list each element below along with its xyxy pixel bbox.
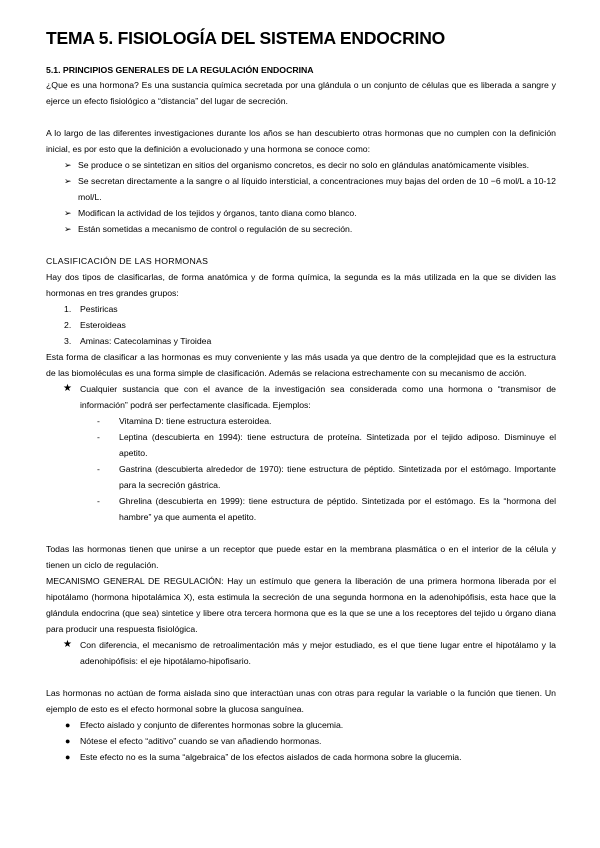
star-list-1 (46, 381, 556, 413)
list-item: - Leptina (descubierta en 1994): tiene estructura de proteína. Sintetizada por el tejido adiposo. Disminuye el apetito. (97, 432, 556, 458)
list-item: ● Efecto aislado y conjunto de diferentes hormonas sobre la glucemia. (46, 717, 556, 733)
document-page (46, 28, 556, 765)
list-item: ➢ Se secretan directamente a la sangre o al líquido intersticial, a concentraciones muy bajas del orden de 10 −6 mol/L a 10-12 mol/L. (46, 173, 556, 205)
list-item: - Gastrina (descubierta alrededor de 1970): tiene estructura de péptido. Sintetizada por el estómago. Importante para la secreción gástrica. (97, 464, 556, 490)
glucose-list (46, 717, 556, 765)
list-item: 3. Aminas: Catecolaminas y Tiroidea (64, 336, 212, 346)
hormone-groups-list (46, 301, 556, 349)
list-item: ● Nótese el efecto “aditivo” cuando se van añadiendo hormonas. (46, 733, 556, 749)
classification-heading: CLASIFICACIÓN DE LAS HORMONAS (46, 256, 209, 266)
list-item: ● Este efecto no es la suma “algebraica” de los efectos aislados de cada hormona sobre la glucemia. (46, 749, 556, 765)
list-item: ★ Cualquier sustancia que con el avance de la investigación sea considerada como una hormona o “transmisor de información” podrá ser perfectamente clasificada. Ejemplos: (63, 383, 556, 410)
dot-bullet-icon: ● (65, 720, 71, 730)
classification-note: Esta forma de clasificar a las hormonas es muy conveniente y las más usada ya que dentro de la complejidad que es la estructura de las biomoléculas es una forma simple de clasificación. Además se relaciona estrechamente con su mecanismo de acción. (46, 352, 556, 378)
star-bullet-icon: ★ (63, 383, 72, 394)
list-item: ➢ Modifican la actividad de los tejidos y órganos, tanto diana como blanco. (46, 205, 556, 221)
interaction-paragraph: Las hormonas no actúan de forma aislada sino que interactúan unas con otras para regular la variable o la función que tienen. Un ejemplo de esto es el efecto hormonal sobre la glucosa sanguínea. (46, 688, 556, 714)
star-bullet-icon: ★ (63, 639, 72, 650)
intro-paragraph: ¿Que es una hormona? Es una sustancia química secretada por una glándula o un conjunto de células que es liberada a sangre y ejerce un efecto fisiológico a “distancia” del lugar de secreción. (46, 80, 556, 106)
star-list-2 (46, 637, 556, 669)
receptor-paragraph: Todas las hormonas tienen que unirse a un receptor que puede estar en la membrana plasmática o en el interior de la célula y tienen un ciclo de regulación. (46, 544, 556, 570)
section-heading: 5.1. PRINCIPIOS GENERALES DE LA REGULACIÓN ENDOCRINA (46, 65, 314, 75)
dot-bullet-icon: ● (65, 736, 71, 746)
page-title: TEMA 5. FISIOLOGÍA DEL SISTEMA ENDOCRINO (46, 28, 446, 48)
arrow-bullet-icon: ➢ (64, 160, 72, 170)
list-item: ★ Con diferencia, el mecanismo de retroalimentación más y mejor estudiado, es el que tiene lugar entre el hipotálamo y la adenohipófisis: el eje hipotálamo-hipofisario. (63, 639, 556, 666)
list-item: 2. Esteroideas (64, 320, 126, 330)
examples-list (90, 413, 556, 525)
arrow-bullet-icon: ➢ (64, 176, 72, 186)
dot-bullet-icon: ● (65, 752, 71, 762)
list-item: ➢ Están sometidas a mecanismo de control o regulación de su secreción. (46, 221, 556, 237)
list-item: 1. Pestiricas (64, 304, 118, 314)
list-item: - Vitamina D: tiene estructura esteroidea. (97, 416, 272, 426)
definition-paragraph: A lo largo de las diferentes investigaciones durante los años se han descubierto otras hormonas que no cumplen con la definición inicial, es por esto que la definición a evolucionado y una hormona se conoce como: (46, 128, 556, 154)
arrow-bullet-icon: ➢ (64, 224, 72, 234)
definition-list (46, 157, 556, 237)
classification-paragraph: Hay dos tipos de clasificarlas, de forma anatómica y de forma química, la segunda es la más utilizada en la que se dividen las hormonas en tres grandes grupos: (46, 272, 556, 298)
list-item: - Ghrelina (descubierta en 1999): tiene estructura de péptido. Sintetizada por el estómago. Es la “hormona del hambre” ya que aumenta el apetito. (97, 496, 556, 522)
mechanism-paragraph: MECANISMO GENERAL DE REGULACIÓN: Hay un estímulo que genera la liberación de una primera hormona liberada por el hipotálamo (hormona hipotalámica X), esta estimula la secreción de una segunda hormona en la adenohipófisis, esta hace que la glándula endocrina (que sea) sintetice y libere otra tercera hormona que es la que se une a los receptores del tejido u órgano diana para producir una respuesta fisiológica. (46, 576, 556, 634)
arrow-bullet-icon: ➢ (64, 208, 72, 218)
list-item: ➢ Se produce o se sintetizan en sitios del organismo concretos, es decir no solo en glándulas anatómicamente visibles. (46, 157, 556, 173)
